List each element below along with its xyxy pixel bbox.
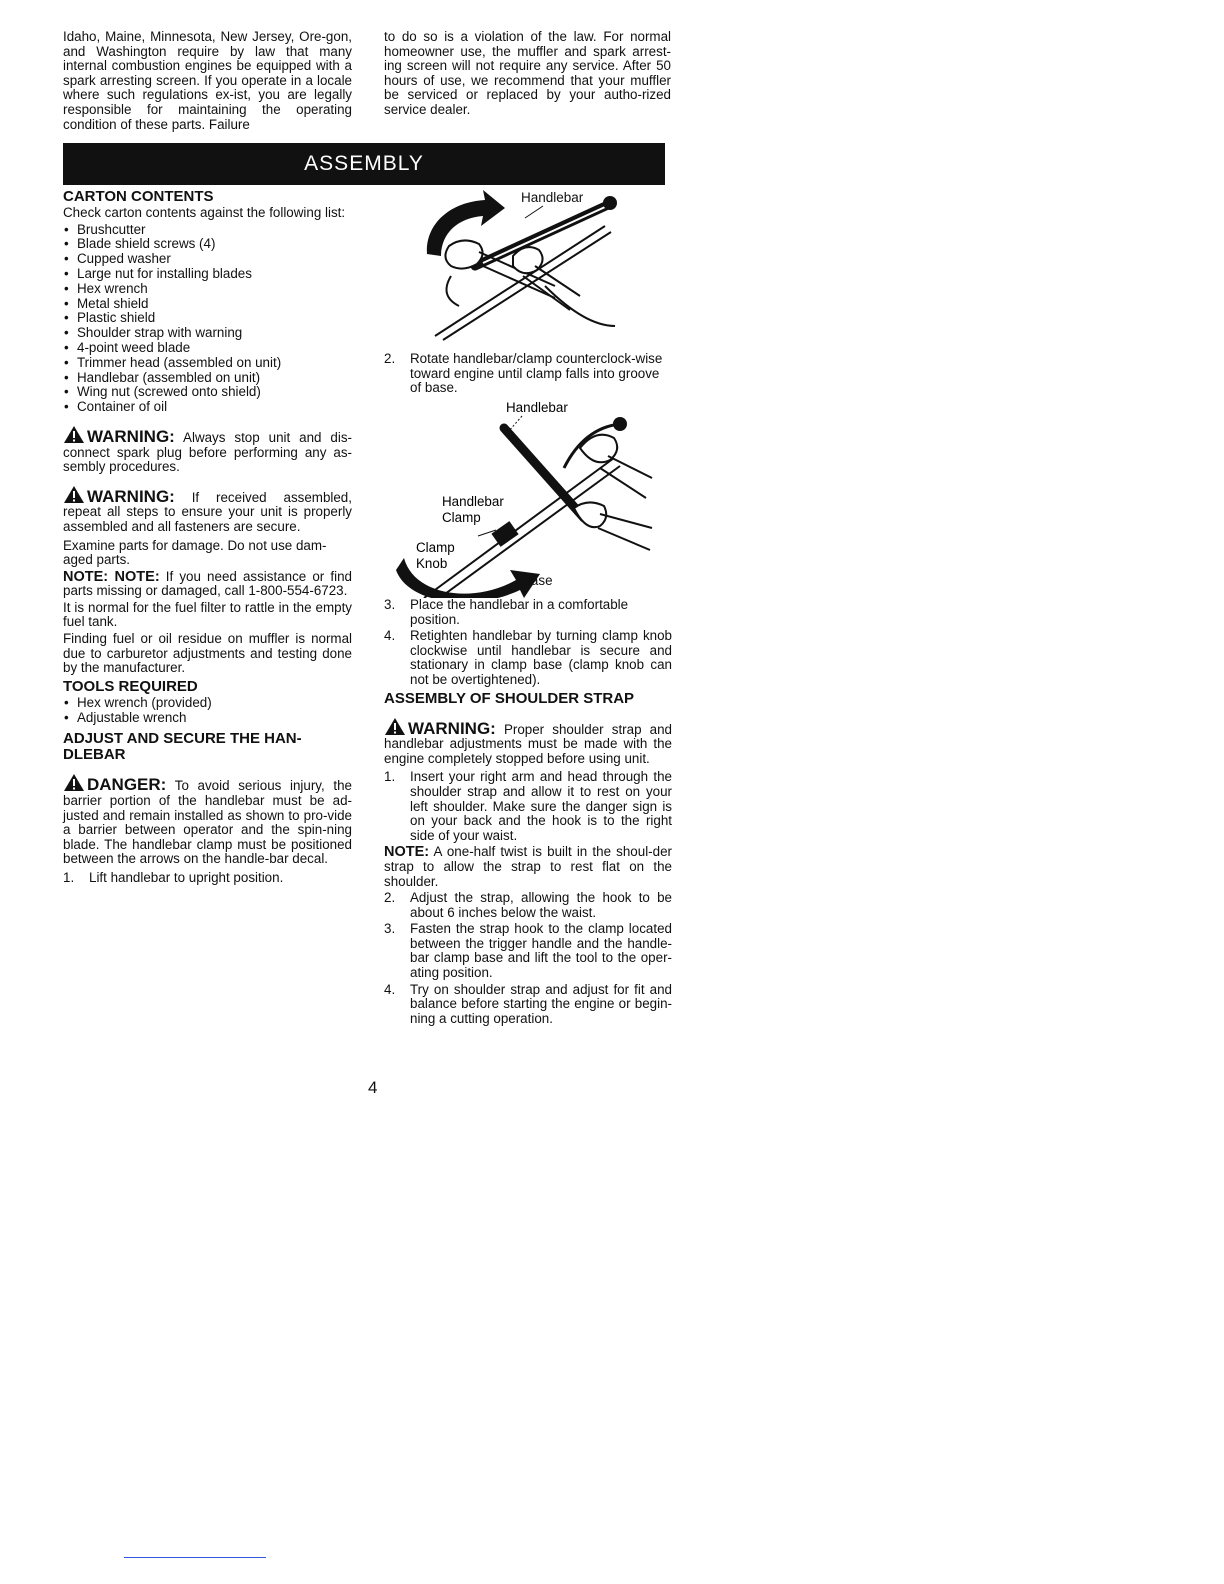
list-item: • Metal shield	[63, 297, 352, 312]
list-item	[384, 598, 672, 627]
list-item: • Adjustable wrench	[63, 711, 352, 726]
list-item	[384, 983, 672, 1027]
note-text: If you need assistance or find parts missing or damaged, call 1-800-554-6723.	[63, 568, 352, 599]
handlebar-grip	[603, 196, 617, 210]
step-number: 4.	[384, 981, 396, 997]
right-hand	[513, 247, 543, 273]
step-text: Fasten the strap hook to the clamp located between the trigger handle and the handle-bar clamp base and lift the tool to the oper-ating position.	[410, 921, 672, 981]
step-text: Try on shoulder strap and adjust for fit and balance before starting the engine or begin-ning a cutting operation.	[410, 981, 672, 1026]
left-hand	[445, 240, 482, 268]
list-item	[63, 871, 352, 886]
clamp-knob-label-line2: Knob	[416, 555, 448, 571]
step-number: 2.	[384, 351, 396, 366]
clamp-base-label-line2-wrap	[522, 574, 582, 589]
warning-received-assembled	[63, 485, 352, 535]
step-text: Adjust the strap, allowing the hook to be about 6 inches below the waist.	[410, 890, 672, 920]
list-item: • Blade shield screws (4)	[63, 237, 352, 252]
page-number: 4	[368, 1078, 378, 1097]
note-label: NOTE:	[384, 844, 430, 861]
list-item: • Hex wrench (provided)	[63, 696, 352, 711]
adjust-handlebar-heading: ADJUST AND SECURE THE HAN-DLEBAR	[63, 730, 302, 764]
left-column	[63, 186, 352, 888]
step-text: Lift handlebar to upright position.	[89, 870, 284, 886]
assembly-banner: ASSEMBLY	[63, 143, 665, 185]
clamp-figure	[384, 398, 672, 598]
tools-required-heading: TOOLS REQUIRED	[63, 677, 198, 695]
warning-triangle-icon	[384, 717, 406, 736]
strap-steps	[384, 891, 672, 1026]
danger-notice	[63, 773, 352, 867]
step-text: Rotate handlebar/clamp counterclock-wise toward engine until clamp falls into groove of base.	[410, 351, 663, 396]
warning-disconnect	[63, 425, 352, 475]
warning-text: If received assembled, repeat all steps to ensure your unit is properly assembled and all fasteners are secure.	[63, 489, 352, 534]
carton-intro: Check carton contents against the following list:	[63, 205, 346, 220]
tools-list	[63, 696, 352, 726]
list-item: • Shoulder strap with warning	[63, 326, 352, 341]
handlebar-highlight	[483, 207, 605, 263]
label-leader	[525, 206, 543, 218]
right-column	[384, 352, 672, 602]
list-item: • Plastic shield	[63, 311, 352, 326]
step-text: Retighten handlebar by turning clamp knob clockwise until handlebar is secure and stationary in clamp base (clamp knob can not be overtightened).	[410, 628, 672, 687]
warning-triangle-icon	[63, 425, 85, 444]
carton-contents-heading: CARTON CONTENTS	[63, 188, 214, 205]
handlebar-clamp-label-line2: Clamp	[442, 509, 481, 525]
warning-word: WARNING:	[408, 718, 496, 738]
danger-text: To avoid serious injury, the barrier portion of the handlebar must be ad-justed and remain installed as shown to pro-vide a barrier between operator and the spin-ning blade. The handlebar clamp must be positioned between the arrows on the handle-bar decal.	[63, 778, 352, 867]
handlebar-step-2	[384, 352, 672, 396]
step-text: Place the handlebar in a comfortable position.	[410, 597, 629, 627]
warning-word: WARNING:	[87, 426, 175, 446]
list-item	[384, 770, 672, 843]
handlebar-label: Handlebar	[521, 190, 584, 205]
list-item	[384, 922, 672, 980]
residue-text: Finding fuel or oil residue on muffler is normal due to carburetor adjustments and testing done by the manufacturer.	[63, 631, 352, 676]
warning-triangle-icon	[63, 485, 85, 504]
bottom-rule	[124, 1557, 266, 1558]
strap-note	[384, 845, 672, 889]
list-item	[384, 352, 672, 396]
step-text: Insert your right arm and head through the shoulder strap and allow it to rest on your left shoulder. Make sure the danger sign is on your back and the hook is to the right side of your waist.	[410, 769, 672, 843]
warning-text: Proper shoulder strap and handlebar adjustments must be made with the engine completely stopped before using unit.	[384, 721, 672, 766]
step-number: 3.	[384, 597, 396, 612]
list-item	[384, 891, 672, 920]
lift-handlebar-figure	[405, 186, 665, 346]
handlebar-clamp-label-line1: Handlebar	[442, 493, 504, 509]
fuel-filter-text: It is normal for the fuel filter to rattle in the empty fuel tank.	[63, 599, 352, 630]
warning-strap	[384, 717, 672, 767]
step-number: 3.	[384, 921, 396, 937]
note-text: A one-half twist is built in the shoul-der strap to allow the strap to rest flat on the shoulder.	[384, 844, 672, 889]
list-item: • Large nut for installing blades	[63, 267, 352, 282]
list-item	[384, 629, 672, 687]
step-number: 1.	[384, 769, 396, 785]
intro-left-text: Idaho, Maine, Minnesota, New Jersey, Ore-gon, and Washington require by law that many internal combustion engines be equipped with a spark arresting screen. If you operate in a locale where such regulations ex-ist, you are legally responsible for maintaining the operating condition of these parts. Failure	[63, 29, 352, 132]
step-number: 4.	[384, 628, 396, 644]
handlebar-label: Handlebar	[506, 399, 568, 415]
examine-parts-text: Examine parts for damage. Do not use dam-aged parts.	[63, 537, 327, 568]
handlebar-bar	[504, 428, 584, 518]
step-number: 1.	[63, 870, 75, 886]
step-number: 2.	[384, 890, 396, 906]
warning-text: Always stop unit and dis-connect spark plug before performing any as-sembly procedures.	[63, 429, 352, 475]
list-item: • Wing nut (screwed onto shield)	[63, 385, 352, 400]
strap-curve	[447, 276, 460, 306]
handlebar-steps-right	[384, 598, 672, 688]
strap-step-1	[384, 770, 672, 843]
note-label: NOTE: NOTE:	[63, 568, 160, 585]
list-item: • Hex wrench	[63, 282, 352, 297]
intro-right-text: to do so is a violation of the law. For normal homeowner use, the muffler and spark arrest-ing screen will not require any service. After 50 hours of use, we recommend that your muffler be serviced or replaced by your autho-rized service dealer.	[384, 29, 671, 117]
danger-word: DANGER:	[87, 775, 167, 795]
note-assistance	[63, 570, 352, 599]
carton-items-list	[63, 223, 352, 415]
clamp-knob-label-line1: Clamp	[416, 539, 455, 555]
list-item: • Cupped washer	[63, 252, 352, 267]
right-column-lower	[384, 598, 672, 1028]
body-outline	[545, 286, 615, 326]
shoulder-strap-heading: ASSEMBLY OF SHOULDER STRAP	[384, 689, 635, 707]
list-item: • Trimmer head (assembled on unit)	[63, 356, 352, 371]
intro-right-paragraph	[384, 30, 671, 120]
clamp-base-label-line2: Base	[522, 573, 553, 588]
list-item: • Brushcutter	[63, 223, 352, 238]
list-item: • 4-point weed blade	[63, 341, 352, 356]
intro-left-paragraph	[63, 30, 352, 134]
list-item: • Container of oil	[63, 400, 352, 415]
handlebar-steps-left	[63, 871, 352, 886]
warning-word: WARNING:	[87, 486, 175, 506]
danger-triangle-icon	[63, 773, 85, 792]
list-item: • Handlebar (assembled on unit)	[63, 371, 352, 386]
